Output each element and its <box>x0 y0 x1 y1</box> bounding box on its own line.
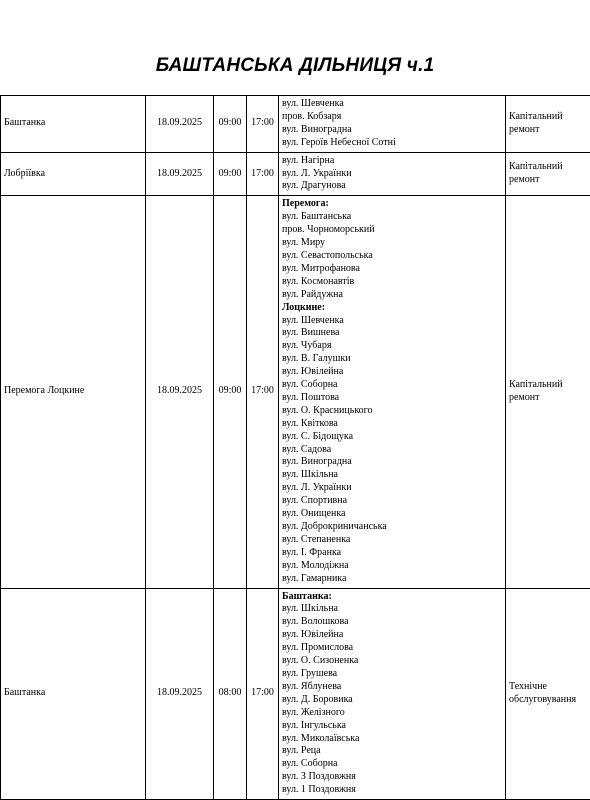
table-row <box>1 96 590 153</box>
street-item: вул. Виноградна <box>282 456 352 468</box>
street-item: вул. З Поздовжня <box>282 771 356 783</box>
street-item: вул. Шкільна <box>282 603 338 615</box>
work-type-cell: Капітальний ремонт <box>506 152 590 196</box>
work-type-cell: Технічне обслуговування <box>506 588 590 800</box>
street-item: вул. Митрофанова <box>282 262 360 274</box>
street-item: вул. Шевченка <box>282 314 344 326</box>
table-row <box>1 196 590 588</box>
settlement-cell: Лобріївка <box>1 152 146 196</box>
street-item: вул. Доброкриничанська <box>282 521 387 532</box>
streets-group-header: Перемога: <box>282 198 329 210</box>
street-item: вул. Вишнева <box>282 327 340 339</box>
street-item: вул. Ювілейна <box>282 629 344 641</box>
street-item: вул. Райдужна <box>282 288 343 300</box>
street-item: вул. Промислова <box>282 642 354 654</box>
start-time-cell: 09:00 <box>214 196 247 588</box>
end-time-cell: 17:00 <box>247 588 279 800</box>
street-item: вул. 1 Поздовжня <box>282 784 356 796</box>
street-item: вул. Ювілейна <box>282 366 344 378</box>
street-item: вул. Соборна <box>282 379 338 391</box>
street-item: вул. Поштова <box>282 391 340 403</box>
street-item: вул. Спортивна <box>282 495 348 507</box>
streets-group-header: Лоцкине: <box>282 301 326 313</box>
street-item: вул. Онищенка <box>282 508 346 520</box>
street-item: вул. О. Сизоненка <box>282 655 359 667</box>
end-time-cell: 17:00 <box>247 196 279 588</box>
street-item: вул. С. Бідощука <box>282 430 354 442</box>
street-item: вул. Л. Українки <box>282 482 352 494</box>
work-type-cell: Капітальний ремонт <box>506 96 590 153</box>
end-time-cell: 17:00 <box>247 152 279 196</box>
street-item: пров. Чорноморський <box>282 224 375 236</box>
street-item: вул. Севастопольська <box>282 249 373 261</box>
street-item: вул. В. Галушки <box>282 353 351 365</box>
work-type-cell: Капітальний ремонт <box>506 196 590 588</box>
street-item: вул. Степаненка <box>282 533 351 545</box>
street-item: вул. Шкільна <box>282 469 338 481</box>
street-item: вул. Гамарника <box>282 572 347 584</box>
schedule-table <box>0 95 590 800</box>
date-cell: 18.09.2025 <box>146 196 214 588</box>
schedule-rows <box>1 96 590 800</box>
street-item: вул. О. Красницького <box>282 404 373 416</box>
streets-cell <box>279 152 506 196</box>
streets-group-header: Баштанка: <box>282 590 332 602</box>
street-item: вул. Волошкова <box>282 616 349 628</box>
street-item: пров. Кобзаря <box>282 110 342 122</box>
street-item: вул. Желізного <box>282 706 345 718</box>
street-item: вул. Л. Українки <box>282 167 352 179</box>
street-item: вул. Д. Боровика <box>282 693 353 705</box>
street-item: вул. Космонавтів <box>282 275 355 287</box>
street-item: вул. Соборна <box>282 758 338 770</box>
street-item: вул. Миру <box>282 237 326 249</box>
settlement-cell: Баштанка <box>1 96 146 153</box>
street-item: вул. Героїв Небесної Сотні <box>282 136 396 148</box>
page-title: БАШТАНСЬКА ДІЛЬНИЦЯ ч.1 <box>155 55 435 76</box>
street-item: вул. І. Франка <box>282 546 342 558</box>
table-row <box>1 152 590 196</box>
settlement-cell: Баштанка <box>1 588 146 800</box>
street-item: вул. Яблунева <box>282 680 342 692</box>
street-item: вул. Виноградна <box>282 123 352 135</box>
street-item: вул. Нагірна <box>282 154 335 166</box>
start-time-cell: 09:00 <box>214 96 247 153</box>
table-row <box>1 588 590 800</box>
street-item: вул. Молодіжна <box>282 559 349 571</box>
street-item: вул. Садова <box>282 443 332 455</box>
street-item: вул. Чубаря <box>282 340 332 352</box>
date-cell: 18.09.2025 <box>146 152 214 196</box>
date-cell: 18.09.2025 <box>146 96 214 153</box>
street-item: вул. Реца <box>282 745 321 757</box>
streets-cell <box>279 96 506 153</box>
street-item: вул. Квіткова <box>282 417 338 429</box>
street-item: вул. Миколаївська <box>282 732 360 744</box>
start-time-cell: 09:00 <box>214 152 247 196</box>
streets-cell <box>279 196 506 588</box>
settlement-cell: Перемога Лоцкине <box>1 196 146 588</box>
street-item: вул. Драгунова <box>282 180 346 192</box>
date-cell: 18.09.2025 <box>146 588 214 800</box>
street-item: вул. Шевченка <box>282 98 344 109</box>
street-item: вул. Баштанська <box>282 211 352 223</box>
streets-cell <box>279 588 506 800</box>
street-item: вул. Грушева <box>282 667 338 679</box>
end-time-cell: 17:00 <box>247 96 279 153</box>
street-item: вул. Інгульська <box>282 719 346 731</box>
start-time-cell: 08:00 <box>214 588 247 800</box>
